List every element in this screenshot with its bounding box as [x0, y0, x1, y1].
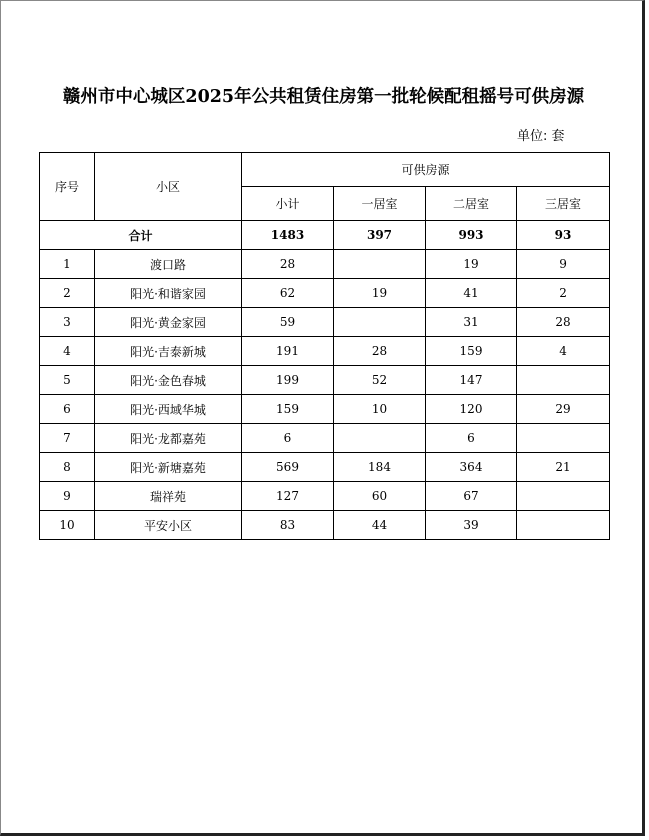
row-community-name: 阳光·黄金家园	[95, 308, 242, 337]
row-seq: 3	[40, 308, 95, 337]
row-three-room	[517, 424, 610, 453]
row-two-room: 6	[426, 424, 517, 453]
row-subtotal: 127	[242, 482, 334, 511]
row-seq: 10	[40, 511, 95, 540]
row-subtotal: 6	[242, 424, 334, 453]
header-subtotal: 小计	[242, 187, 334, 221]
row-community-name: 瑞祥苑	[95, 482, 242, 511]
row-seq: 9	[40, 482, 95, 511]
table-row	[40, 279, 610, 308]
total-three-room: 93	[517, 221, 610, 250]
row-three-room	[517, 511, 610, 540]
row-seq: 7	[40, 424, 95, 453]
row-one-room: 19	[334, 279, 426, 308]
row-community-name: 平安小区	[95, 511, 242, 540]
row-two-room: 120	[426, 395, 517, 424]
header-seq: 序号	[40, 153, 95, 221]
row-three-room: 21	[517, 453, 610, 482]
row-one-room: 184	[334, 453, 426, 482]
row-one-room	[334, 424, 426, 453]
row-seq: 1	[40, 250, 95, 279]
row-three-room	[517, 482, 610, 511]
header-community: 小区	[95, 153, 242, 221]
row-three-room: 28	[517, 308, 610, 337]
row-one-room: 10	[334, 395, 426, 424]
row-seq: 8	[40, 453, 95, 482]
row-one-room: 28	[334, 337, 426, 366]
row-two-room: 19	[426, 250, 517, 279]
row-subtotal: 28	[242, 250, 334, 279]
header-one-room: 一居室	[334, 187, 426, 221]
row-two-room: 364	[426, 453, 517, 482]
row-one-room: 60	[334, 482, 426, 511]
header-three-room: 三居室	[517, 187, 610, 221]
table-row	[40, 482, 610, 511]
header-two-room: 二居室	[426, 187, 517, 221]
header-available-housing: 可供房源	[242, 153, 610, 187]
row-seq: 4	[40, 337, 95, 366]
unit-label: 单位: 套	[517, 129, 565, 144]
row-subtotal: 59	[242, 308, 334, 337]
row-seq: 6	[40, 395, 95, 424]
row-community-name: 阳光·西域华城	[95, 395, 242, 424]
table-row	[40, 395, 610, 424]
row-subtotal: 83	[242, 511, 334, 540]
row-community-name: 阳光·吉泰新城	[95, 337, 242, 366]
row-one-room	[334, 308, 426, 337]
row-three-room: 29	[517, 395, 610, 424]
row-subtotal: 191	[242, 337, 334, 366]
row-two-room: 41	[426, 279, 517, 308]
row-two-room: 147	[426, 366, 517, 395]
row-two-room: 159	[426, 337, 517, 366]
total-label: 合计	[40, 221, 242, 250]
row-seq: 2	[40, 279, 95, 308]
table-row	[40, 511, 610, 540]
row-one-room	[334, 250, 426, 279]
row-subtotal: 62	[242, 279, 334, 308]
total-two-room: 993	[426, 221, 517, 250]
row-community-name: 阳光·龙都嘉苑	[95, 424, 242, 453]
row-one-room: 44	[334, 511, 426, 540]
row-community-name: 阳光·新塘嘉苑	[95, 453, 242, 482]
row-community-name: 渡口路	[95, 250, 242, 279]
document-title: 赣州市中心城区2025年公共租赁住房第一批轮候配租摇号可供房源	[62, 87, 585, 107]
total-row	[40, 221, 610, 250]
row-community-name: 阳光·和谐家园	[95, 279, 242, 308]
row-two-room: 39	[426, 511, 517, 540]
table-row	[40, 453, 610, 482]
row-subtotal: 199	[242, 366, 334, 395]
total-subtotal: 1483	[242, 221, 334, 250]
row-seq: 5	[40, 366, 95, 395]
table-row	[40, 308, 610, 337]
row-one-room: 52	[334, 366, 426, 395]
row-three-room: 2	[517, 279, 610, 308]
table-row	[40, 250, 610, 279]
row-subtotal: 159	[242, 395, 334, 424]
table-row	[40, 424, 610, 453]
row-three-room: 4	[517, 337, 610, 366]
row-community-name: 阳光·金色春城	[95, 366, 242, 395]
housing-table	[39, 152, 610, 540]
row-subtotal: 569	[242, 453, 334, 482]
table-row	[40, 337, 610, 366]
total-one-room: 397	[334, 221, 426, 250]
row-two-room: 67	[426, 482, 517, 511]
row-three-room	[517, 366, 610, 395]
row-two-room: 31	[426, 308, 517, 337]
row-three-room: 9	[517, 250, 610, 279]
table-row	[40, 366, 610, 395]
